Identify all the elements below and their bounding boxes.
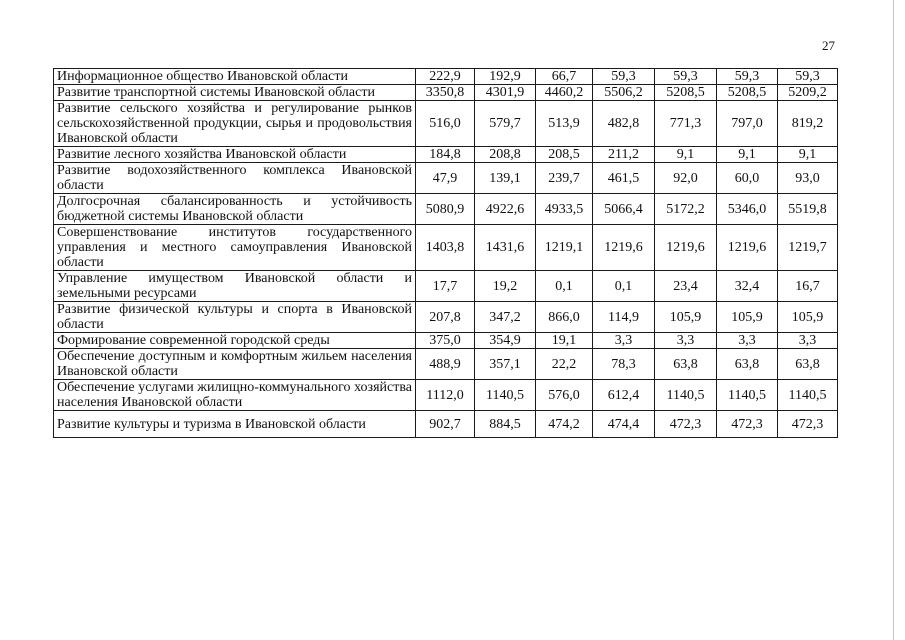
value-cell: 819,2 [778,101,838,147]
table-row [54,349,838,380]
value-cell: 23,4 [655,271,717,302]
value-cell: 9,1 [778,147,838,163]
value-cell: 9,1 [717,147,778,163]
value-cell: 114,9 [593,302,655,333]
value-cell: 5519,8 [778,194,838,225]
value-cell: 576,0 [536,380,593,411]
value-cell: 1140,5 [778,380,838,411]
value-cell: 482,8 [593,101,655,147]
value-cell: 92,0 [655,163,717,194]
value-cell: 208,5 [536,147,593,163]
value-cell: 1219,6 [655,225,717,271]
value-cell: 1219,1 [536,225,593,271]
value-cell: 105,9 [717,302,778,333]
value-cell: 3,3 [593,333,655,349]
value-cell: 5066,4 [593,194,655,225]
value-cell: 516,0 [416,101,475,147]
value-cell: 357,1 [475,349,536,380]
table-body [54,69,838,438]
value-cell: 222,9 [416,69,475,85]
value-cell: 105,9 [655,302,717,333]
value-cell: 375,0 [416,333,475,349]
value-cell: 354,9 [475,333,536,349]
value-cell: 1140,5 [475,380,536,411]
value-cell: 66,7 [536,69,593,85]
value-cell: 5172,2 [655,194,717,225]
value-cell: 1219,6 [717,225,778,271]
value-cell: 472,3 [717,411,778,438]
value-cell: 3350,8 [416,85,475,101]
value-cell: 3,3 [778,333,838,349]
value-cell: 5208,5 [717,85,778,101]
value-cell: 239,7 [536,163,593,194]
value-cell: 32,4 [717,271,778,302]
value-cell: 19,2 [475,271,536,302]
value-cell: 474,4 [593,411,655,438]
value-cell: 93,0 [778,163,838,194]
value-cell: 78,3 [593,349,655,380]
program-name-cell: Совершенствование институтов государственного управления и местного самоуправления Ивановской области [54,225,416,271]
table-row [54,302,838,333]
table-row [54,69,838,85]
value-cell: 5506,2 [593,85,655,101]
value-cell: 0,1 [593,271,655,302]
value-cell: 1219,7 [778,225,838,271]
value-cell: 1403,8 [416,225,475,271]
value-cell: 1140,5 [655,380,717,411]
value-cell: 3,3 [655,333,717,349]
value-cell: 4460,2 [536,85,593,101]
value-cell: 5346,0 [717,194,778,225]
value-cell: 184,8 [416,147,475,163]
program-name-cell: Долгосрочная сбалансированность и устойчивость бюджетной системы Ивановской области [54,194,416,225]
program-name-cell: Развитие физической культуры и спорта в Ивановской области [54,302,416,333]
value-cell: 4301,9 [475,85,536,101]
value-cell: 488,9 [416,349,475,380]
value-cell: 866,0 [536,302,593,333]
table-row [54,85,838,101]
program-name-cell: Развитие водохозяйственного комплекса Ивановской области [54,163,416,194]
program-name-cell: Формирование современной городской среды [54,333,416,349]
budget-programs-table [53,68,838,438]
page-number: 27 [822,38,835,53]
value-cell: 4933,5 [536,194,593,225]
table-row [54,411,838,438]
table-row [54,101,838,147]
value-cell: 211,2 [593,147,655,163]
value-cell: 1112,0 [416,380,475,411]
value-cell: 1219,6 [593,225,655,271]
value-cell: 797,0 [717,101,778,147]
table-row [54,271,838,302]
value-cell: 5208,5 [655,85,717,101]
value-cell: 472,3 [655,411,717,438]
table-row [54,333,838,349]
value-cell: 59,3 [593,69,655,85]
scan-edge-line [893,0,894,640]
value-cell: 612,4 [593,380,655,411]
table-row [54,163,838,194]
value-cell: 1140,5 [717,380,778,411]
value-cell: 17,7 [416,271,475,302]
program-name-cell: Развитие культуры и туризма в Ивановской области [54,411,416,438]
value-cell: 474,2 [536,411,593,438]
value-cell: 513,9 [536,101,593,147]
value-cell: 60,0 [717,163,778,194]
value-cell: 472,3 [778,411,838,438]
value-cell: 579,7 [475,101,536,147]
value-cell: 59,3 [717,69,778,85]
value-cell: 461,5 [593,163,655,194]
value-cell: 1431,6 [475,225,536,271]
value-cell: 47,9 [416,163,475,194]
value-cell: 16,7 [778,271,838,302]
value-cell: 59,3 [778,69,838,85]
program-name-cell: Развитие транспортной системы Ивановской области [54,85,416,101]
value-cell: 63,8 [717,349,778,380]
program-name-cell: Обеспечение услугами жилищно-коммунального хозяйства населения Ивановской области [54,380,416,411]
program-name-cell: Информационное общество Ивановской области [54,69,416,85]
program-name-cell: Развитие сельского хозяйства и регулирование рынков сельскохозяйственной продукции, сырья и продовольствия Ивановской области [54,101,416,147]
program-name-cell: Обеспечение доступным и комфортным жильем населения Ивановской области [54,349,416,380]
table-row [54,225,838,271]
value-cell: 884,5 [475,411,536,438]
value-cell: 192,9 [475,69,536,85]
table-row [54,380,838,411]
value-cell: 771,3 [655,101,717,147]
value-cell: 9,1 [655,147,717,163]
value-cell: 0,1 [536,271,593,302]
table-row [54,194,838,225]
value-cell: 3,3 [717,333,778,349]
value-cell: 105,9 [778,302,838,333]
program-name-cell: Управление имуществом Ивановской области и земельными ресурсами [54,271,416,302]
value-cell: 208,8 [475,147,536,163]
value-cell: 59,3 [655,69,717,85]
value-cell: 207,8 [416,302,475,333]
value-cell: 139,1 [475,163,536,194]
table-row [54,147,838,163]
value-cell: 63,8 [778,349,838,380]
value-cell: 5080,9 [416,194,475,225]
value-cell: 4922,6 [475,194,536,225]
program-name-cell: Развитие лесного хозяйства Ивановской области [54,147,416,163]
value-cell: 19,1 [536,333,593,349]
value-cell: 347,2 [475,302,536,333]
value-cell: 22,2 [536,349,593,380]
value-cell: 902,7 [416,411,475,438]
value-cell: 63,8 [655,349,717,380]
value-cell: 5209,2 [778,85,838,101]
